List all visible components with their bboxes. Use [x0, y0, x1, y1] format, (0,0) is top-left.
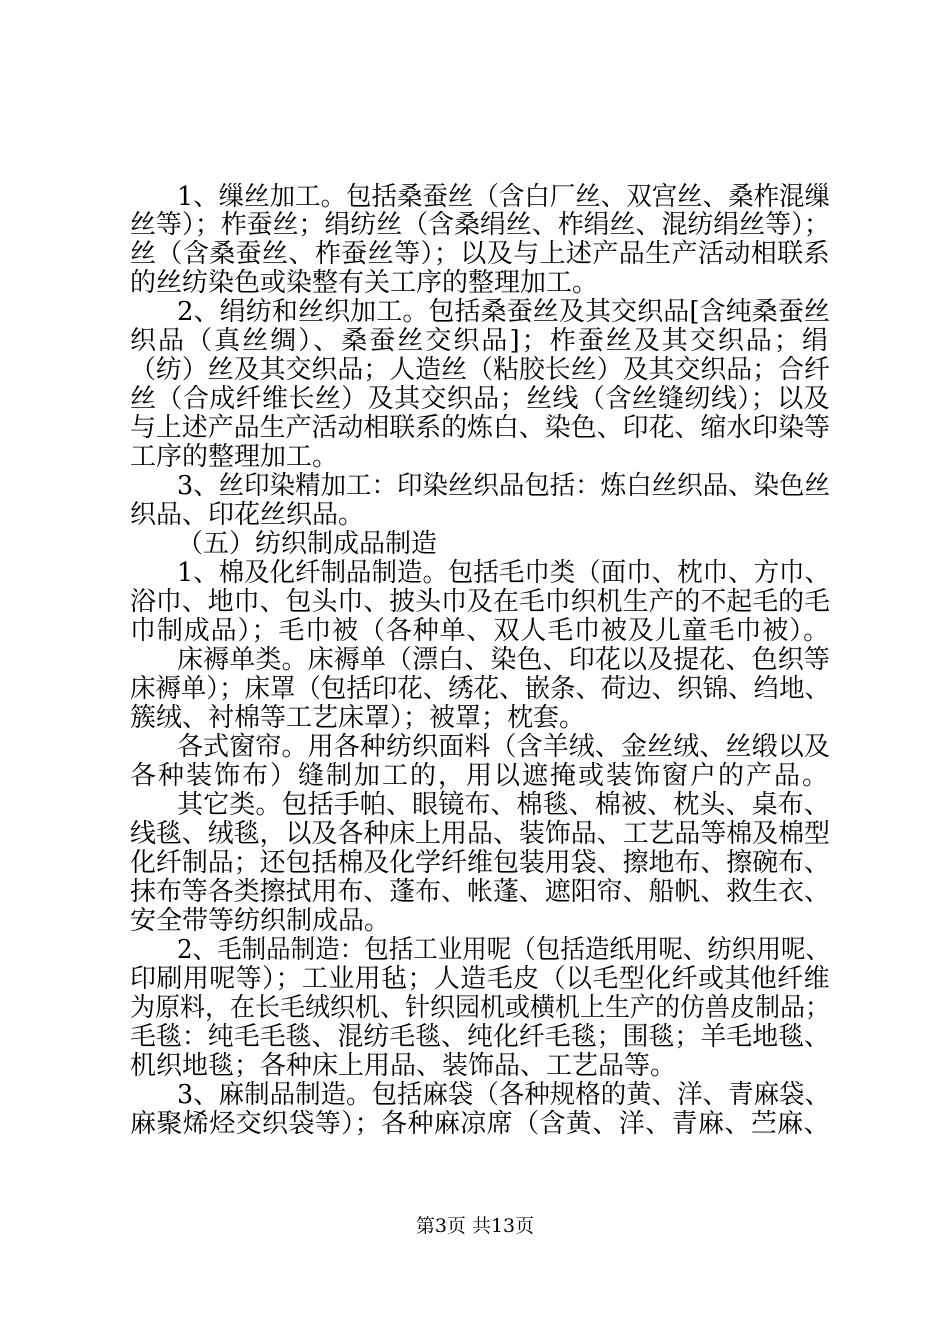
text-line: （纺）丝及其交织品；人造丝（粘胶长丝）及其交织品；合纤	[130, 355, 830, 385]
text-line: 其它类。包括手帕、眼镜布、棉毯、棉被、枕头、桌布、	[177, 790, 830, 820]
text-line: 化纤制品；还包括棉及化学纤维包装用袋、擦地布、擦碗布、	[130, 848, 830, 878]
text-line: 织品（真丝绸）、桑蚕丝交织品]；柞蚕丝及其交织品；绢	[130, 326, 830, 356]
text-line: 印刷用呢等）；工业用毡；人造毛皮（以毛型化纤或其他纤维	[130, 964, 830, 994]
text-line: 2、毛制品制造：包括工业用呢（包括造纸用呢、纺织用呢、	[177, 935, 830, 965]
text-line: 各式窗帘。用各种纺织面料（含羊绒、金丝绒、丝缎以及	[177, 732, 830, 762]
text-line: 工序的整理加工。	[130, 442, 339, 472]
text-line: 床褥单）；床罩（包括印花、绣花、嵌条、荷边、织锦、绉地、	[130, 674, 830, 704]
text-line: 巾制成品）；毛巾被（各种单、双人毛巾被及儿童毛巾被）。	[130, 616, 830, 646]
text-line: 1、缫丝加工。包括桑蚕丝（含白厂丝、双宫丝、桑柞混缫	[177, 182, 830, 212]
text-line: 的丝纺染色或染整有关工序的整理加工。	[130, 268, 599, 298]
text-line: 与上述产品生产活动相联系的炼白、染色、印花、缩水印染等	[130, 413, 830, 443]
text-line: 机织地毯；各种床上用品、装饰品、工艺品等。	[130, 1051, 677, 1081]
text-line: 毛毯：纯毛毛毯、混纺毛毯、纯化纤毛毯；围毯；羊毛地毯、	[130, 1022, 830, 1052]
text-line: 簇绒、衬棉等工艺床罩）；被罩；枕套。	[130, 703, 586, 733]
text-line: 丝（含桑蚕丝、柞蚕丝等）；以及与上述产品生产活动相联系	[130, 239, 830, 269]
text-line: 丝（合成纤维长丝）及其交织品；丝线（含丝缝纫线）；以及	[130, 384, 830, 414]
text-line: 床褥单类。床褥单（漂白、染色、印花以及提花、色织等	[177, 645, 830, 675]
text-line: 为原料，在长毛绒织机、针织园机或横机上生产的仿兽皮制品；	[130, 993, 830, 1023]
text-line: 2、绢纺和丝织加工。包括桑蚕丝及其交织品[含纯桑蚕丝	[177, 297, 830, 327]
text-line: 3、麻制品制造。包括麻袋（各种规格的黄、洋、青麻袋、	[177, 1080, 830, 1110]
text-line: 织品、印花丝织品。	[130, 500, 365, 530]
text-line: 抹布等各类擦拭用布、蓬布、帐蓬、遮阳帘、船帆、救生衣、	[130, 877, 830, 907]
text-line: 线毯、绒毯，以及各种床上用品、装饰品、工艺品等棉及棉型	[130, 819, 830, 849]
section-heading: （五）纺织制成品制造	[177, 529, 438, 559]
text-line: 丝等）；柞蚕丝；绢纺丝（含桑绢丝、柞绢丝、混纺绢丝等）；	[130, 210, 830, 240]
text-line: 安全带等纺织制成品。	[130, 906, 391, 936]
text-line: 3、丝印染精加工：印染丝织品包括：炼白丝织品、染色丝	[177, 471, 830, 501]
page-footer: 第3页 共13页	[415, 1215, 535, 1237]
text-line: 1、棉及化纤制品制造。包括毛巾类（面巾、枕巾、方巾、	[177, 558, 830, 588]
text-line: 各种装饰布）缝制加工的，用以遮掩或装饰窗户的产品。	[130, 761, 830, 791]
text-line: 麻聚烯烃交织袋等）；各种麻凉席（含黄、洋、青麻、苎麻、	[130, 1109, 830, 1139]
text-line: 浴巾、地巾、包头巾、披头巾及在毛巾织机生产的不起毛的毛	[130, 587, 830, 617]
